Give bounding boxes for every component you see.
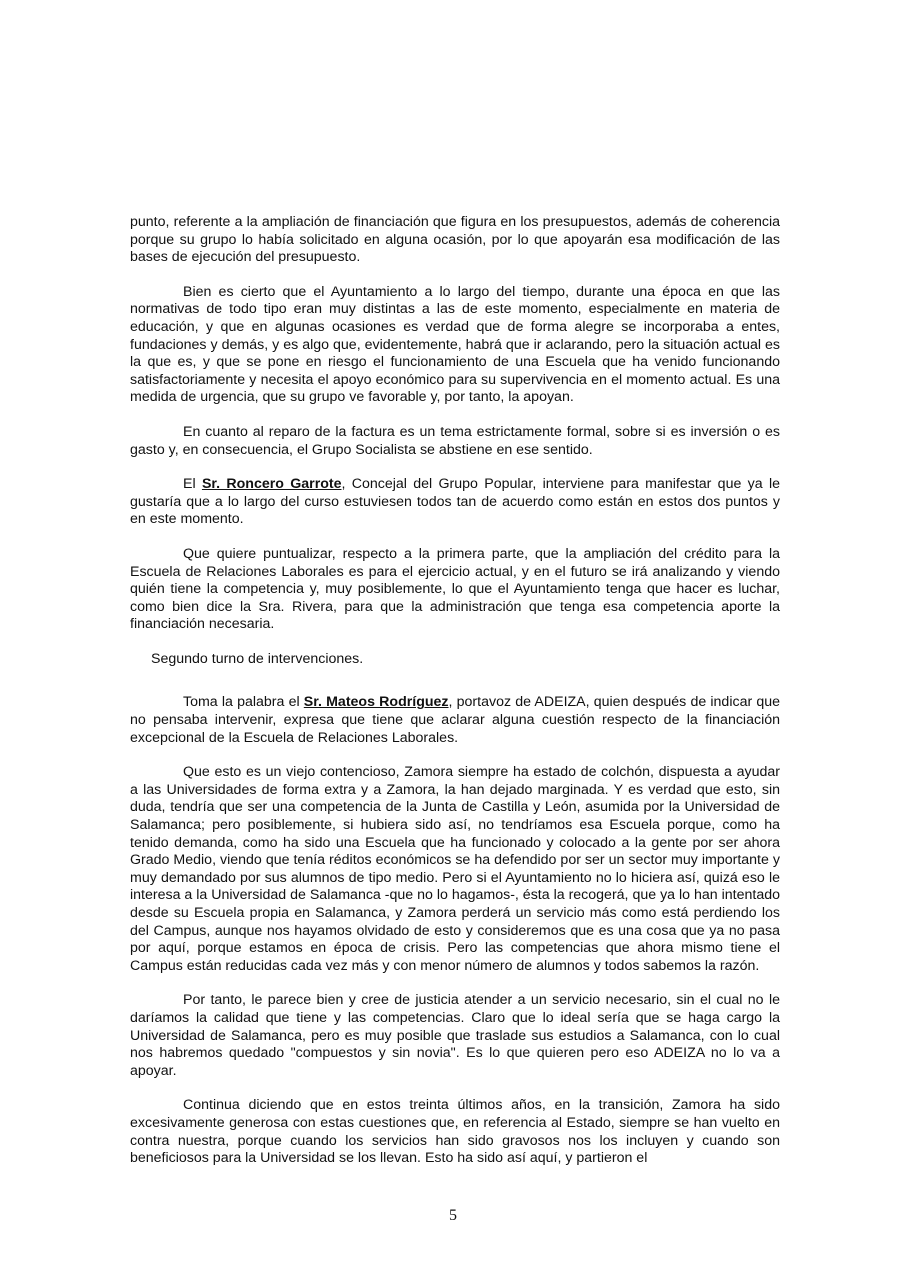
paragraph: En cuanto al reparo de la factura es un tema estrictamente formal, sobre si es inversión o es gasto y, en consecuencia, el Grupo Socialista se abstiene en ese sentido. xyxy=(130,423,780,458)
text-run: , Concejal del Grupo Popular, interviene para manifestar que ya le gustaría que a lo largo del curso estuviesen todos tan de acuerdo como están en estos dos puntos y en este momento. xyxy=(130,476,780,528)
speaker-name: Sr. Roncero Garrote xyxy=(201,476,342,493)
paragraph: Por tanto, le parece bien y cree de justicia atender a un servicio necesario, sin el cual no le daríamos la calidad que tiene y las competencias. Claro que lo ideal sería que se haga cargo la Universidad de Salamanca, pero es muy posible que traslade sus estudios a Salamanca, con lo cual nos habremos quedado "compuestos y sin novia". Es lo que quieren pero eso ADEIZA no lo va a apoyar. xyxy=(130,992,780,1079)
text-run: , portavoz de ADEIZA, quien después de indicar que no pensaba intervenir, expresa que tiene que aclarar alguna cuestión respecto de la financiación excepcional de la Escuela de Relaciones Laborales. xyxy=(130,694,781,746)
paragraph xyxy=(130,694,780,747)
speaker-name: Sr. Mateos Rodríguez xyxy=(303,694,449,711)
body-text xyxy=(130,214,780,1168)
paragraph: Continua diciendo que en estos treinta últimos años, en la transición, Zamora ha sido excesivamente generosa con estas cuestiones que, en referencia al Estado, siempre se han vuelto en contra nuestra, porque cuando los servicios han sido gravosos nos los incluyen y cuando son beneficiosos para la Universidad se los llevan. Esto ha sido así aquí, y partieron el xyxy=(130,1097,780,1167)
paragraph: Que quiere puntualizar, respecto a la primera parte, que la ampliación del crédito para la Escuela de Relaciones Laborales es para el ejercicio actual, y en el futuro se irá analizando y viendo quién tiene la competencia y, muy posiblemente, lo que el Ayuntamiento tenga que hacer es luchar, como bien dice la Sra. Rivera, para que la administración que tenga esa competencia aporte la financiación necesaria. xyxy=(130,545,780,633)
paragraph: Bien es cierto que el Ayuntamiento a lo largo del tiempo, durante una época en que las normativas de todo tipo eran muy distintas a las de este momento, especialmente en materia de educación, y que en algunas ocasiones es verdad que de forma alegre se incorporaba a entes, fundaciones y demás, y es algo que, evidentemente, habrá que ir aclarando, pero la situación actual es la que es, y que se pone en riesgo el funcionamiento de una Escuela que ha venido funcionando satisfactoriamente y necesita el apoyo económico para su supervivencia en el momento actual. Es una medida de urgencia, que su grupo ve favorable y, por tanto, la apoyan. xyxy=(130,283,780,406)
paragraph: Que esto es un viejo contencioso, Zamora siempre ha estado de colchón, dispuesta a ayudar a las Universidades de forma extra y a Zamora, la han dejado marginada. Y es verdad que esto, sin duda, tendría que ser una competencia de la Junta de Castilla y León, asumida por la Universidad de Salamanca; pero posiblemente, si hubiera sido así, no tendríamos esa Escuela porque, como ha tenido demanda, como ha sido una Escuela que ha funcionado y colocado a la gente por ser ahora Grado Medio, viendo que tenía réditos económicos se ha defendido por ser un sector muy importante y muy demandado por sus alumnos de tipo medio. Pero si el Ayuntamiento no lo hiciera así, quizá eso le interesa a la Universidad de Salamanca -que no lo hagamos-, ésta la recogerá, que ya lo han intentado desde su Escuela propia en Salamanca, y Zamora perderá un servicio más como está perdiendo los del Campus, aunque nos hayamos olvidado de esto y consideremos que es una cosa que ya no pasa por aquí, porque estamos en época de crisis. Pero las competencias que ahora mismo tiene el Campus están reducidas cada vez más y con menor número de alumnos y todos sabemos la razón. xyxy=(130,764,780,974)
section-heading: Segundo turno de intervenciones. xyxy=(151,650,364,667)
text-run: Toma la palabra el xyxy=(183,694,304,711)
page-number: 5 xyxy=(449,1207,457,1224)
paragraph: punto, referente a la ampliación de financiación que figura en los presupuestos, además de coherencia porque su grupo lo había solicitado en alguna ocasión, por lo que apoyarán esa modificación de las bases de ejecución del presupuesto. xyxy=(130,214,780,266)
paragraph xyxy=(130,476,780,529)
text-run: El xyxy=(183,476,202,493)
